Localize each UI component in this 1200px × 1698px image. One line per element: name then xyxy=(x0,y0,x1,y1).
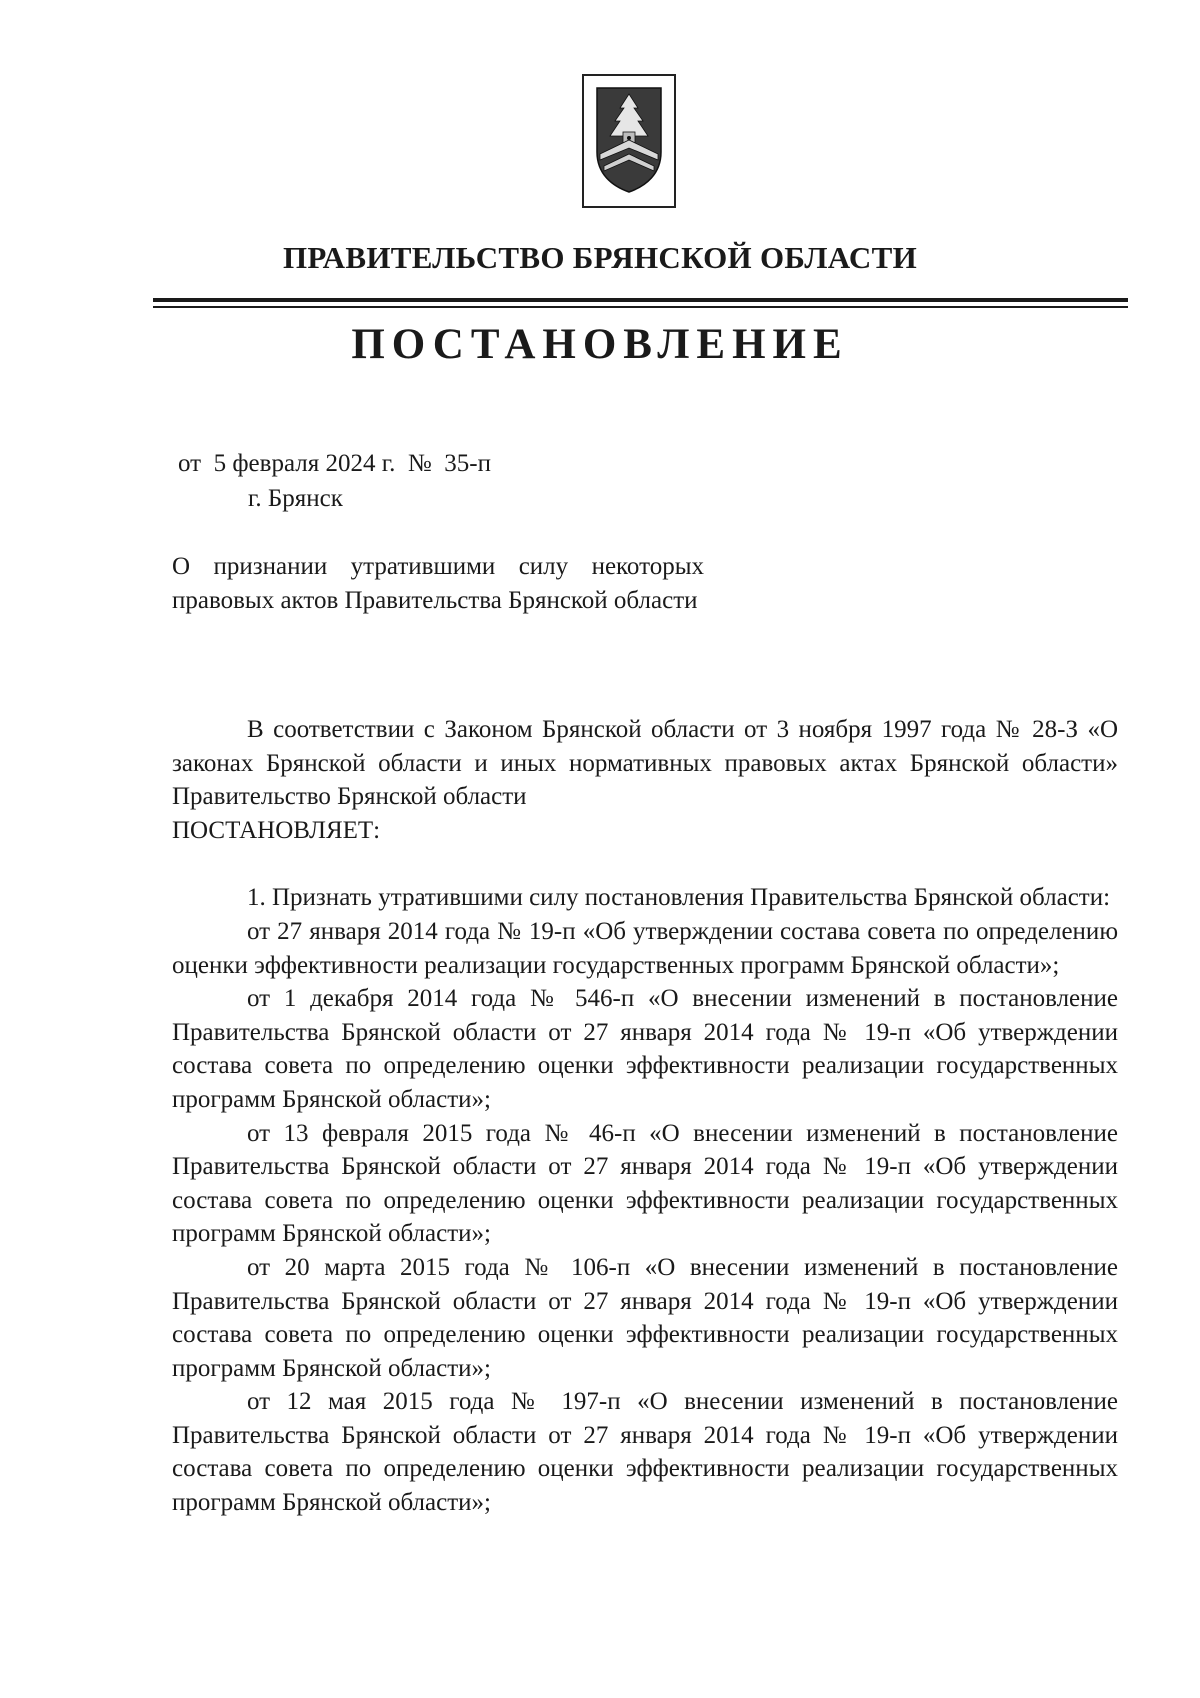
preamble-paragraph: В соответствии с Законом Брянской области от 3 ноября 1997 года № 28-З «О законах Брянской области и иных нормативных правовых актах Брянской области» Правительство Брянской области xyxy=(172,716,1118,811)
organization-title: ПРАВИТЕЛЬСТВО БРЯНСКОЙ ОБЛАСТИ xyxy=(282,240,918,275)
header-divider-thin xyxy=(153,306,1128,308)
document-type-title: ПОСТАНОВЛЕНИЕ xyxy=(351,321,849,368)
decree-word: ПОСТАНОВЛЯЕТ: xyxy=(172,816,381,844)
repealed-act-item: от 20 марта 2015 года № 106-п «О внесении изменений в постановление Правительства Брянской области от 27 января 2014 года № 19-п «Об утверждении состава совета по определению оценки эффективности реализации государственных программ Брянской области»; xyxy=(172,1253,1118,1382)
paragraph-spacer xyxy=(172,847,1118,881)
document-body xyxy=(172,713,1118,1520)
repealed-act-item: от 13 февраля 2015 года № 46-п «О внесении изменений в постановление Правительства Брянской области от 27 января 2014 года № 19-п «Об утверждении состава совета по определению оценки эффективности реализации государственных программ Брянской области»; xyxy=(172,1119,1118,1248)
repealed-act-item: от 12 мая 2015 года № 197-п «О внесении изменений в постановление Правительства Брянской области от 27 января 2014 года № 19-п «Об утверждении состава совета по определению оценки эффективности реализации государственных программ Брянской области»; xyxy=(172,1388,1118,1517)
document-city: г. Брянск xyxy=(248,485,343,512)
item-1-intro: 1. Признать утратившими силу постановления Правительства Брянской области: xyxy=(247,884,1111,912)
repealed-act-item: от 1 декабря 2014 года № 546-п «О внесении изменений в постановление Правительства Брянской области от 27 января 2014 года № 19-п «Об утверждении состава совета по определению оценки эффективности реализации государственных программ Брянской области»; xyxy=(172,985,1118,1113)
repealed-act-item: от 27 января 2014 года № 19-п «Об утверждении состава совета по определению оценки эффективности реализации государственных программ Брянской области»; xyxy=(172,917,1118,979)
document-subject: О признании утратившими силу некоторых правовых актов Правительства Брянской области xyxy=(172,553,704,614)
bryansk-oblast-coat-of-arms-icon xyxy=(582,74,676,208)
header-divider-thick xyxy=(153,298,1128,302)
document-date-number: от 5 февраля 2024 г. № 35-п xyxy=(178,450,491,477)
